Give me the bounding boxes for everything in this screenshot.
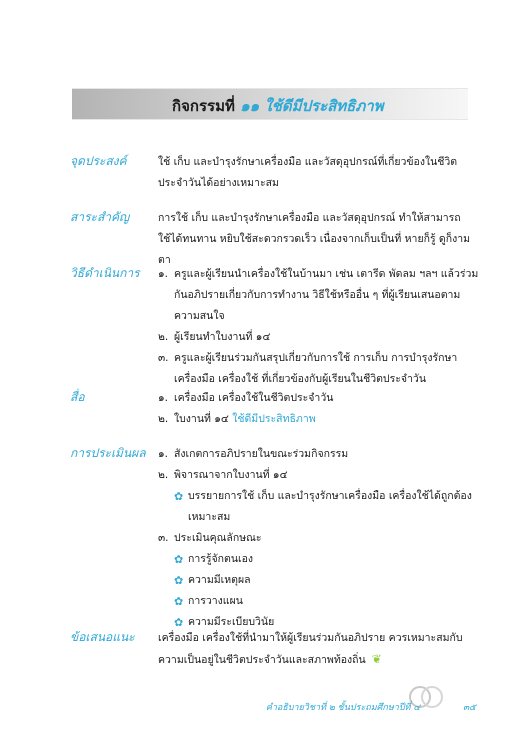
evaluation-item-3-text: ประเมินคุณลักษณะ bbox=[174, 532, 262, 544]
method-item-1 bbox=[158, 264, 480, 327]
evaluation-item-2-bullet-text: บรรยายการใช้ เก็บ และบำรุงรักษาเครื่องมือ เครื่องใช้ได้ถูกต้องเหมาะสม bbox=[188, 490, 472, 523]
method-item-2-text: ผู้เรียนทำใบงานที่ ๑๔ bbox=[174, 331, 271, 343]
evaluation-item-2 bbox=[158, 465, 480, 486]
evaluation-item-2-bullet bbox=[158, 486, 480, 528]
evaluation-item-3 bbox=[158, 528, 480, 549]
trait-text: ความมีระเบียบวินัย bbox=[188, 616, 275, 628]
suggestion-label: ข้อเสนอแนะ bbox=[70, 630, 135, 644]
method-item-2-number: ๒. bbox=[158, 331, 169, 343]
leaf-icon: ❦ bbox=[371, 652, 382, 666]
flower-bullet-icon: ✿ bbox=[174, 490, 184, 503]
worksheet-title: ใช้ดีมีประสิทธิภาพ bbox=[232, 413, 316, 425]
evaluation-item-1 bbox=[158, 444, 480, 465]
method-item-3 bbox=[158, 348, 480, 390]
trait-text: ความมีเหตุผล bbox=[188, 574, 251, 586]
evaluation-item-1-text: สังเกตการอภิปรายในขณะร่วมกิจกรรม bbox=[174, 448, 349, 460]
activity-title bbox=[172, 94, 384, 118]
activity-title-prefix: กิจกรรมที่ bbox=[172, 97, 235, 115]
purpose-label: จุดประสงค์ bbox=[70, 154, 127, 168]
evaluation-item-1-number: ๑. bbox=[158, 448, 169, 460]
activity-title-text: ใช้ดีมีประสิทธิภาพ bbox=[264, 97, 384, 115]
flower-bullet-icon: ✿ bbox=[174, 595, 184, 608]
page-number: ๓๕ bbox=[463, 703, 476, 713]
evaluation-label: การประเมินผล bbox=[70, 446, 146, 460]
method-item-2 bbox=[158, 327, 480, 348]
trait-text: การวางแผน bbox=[188, 595, 243, 607]
trait-text: การรู้จักตนเอง bbox=[188, 553, 254, 565]
media-item-2-number: ๒. bbox=[158, 413, 169, 425]
media-item-1-text: เครื่องมือ เครื่องใช้ในชีวิตประจำวัน bbox=[174, 392, 334, 404]
flower-bullet-icon: ✿ bbox=[174, 616, 184, 629]
method-item-1-text: ครูและผู้เรียนนำเครื่องใช้ในบ้านมา เช่น เตารีด พัดลม ฯลฯ แล้วร่วมกันอภิปรายเกี่ยวกับการทำงาน วิธีใช้หรืออื่น ๆ ที่ผู้เรียนเสนอตามความสนใจ bbox=[174, 268, 479, 322]
suggestion-text: เครื่องมือ เครื่องใช้ที่นำมาให้ผู้เรียนร่วมกันอภิปราย ควรเหมาะสมกับความเป็นอยู่ในชีวิตประจำวันและสภาพท้องถิ่น bbox=[158, 632, 463, 666]
activity-number: ๑๑ bbox=[240, 97, 260, 115]
method-item-3-text: ครูและผู้เรียนร่วมกันสรุปเกี่ยวกับการใช้ การเก็บ การบำรุงรักษา เครื่องมือ เครื่องใช้ ที่เกี่ยวข้องกับผู้เรียนในชีวิตประจำวัน bbox=[174, 352, 458, 385]
trait-bullet bbox=[158, 549, 480, 570]
method-item-1-number: ๑. bbox=[158, 268, 169, 280]
evaluation-item-3-number: ๓. bbox=[158, 532, 169, 544]
method-label: วิธีดำเนินการ bbox=[70, 266, 140, 280]
media-item-2-text: ใบงานที่ ๑๔ bbox=[174, 413, 229, 425]
essence-label: สาระสำคัญ bbox=[70, 210, 130, 224]
evaluation-item-2-text: พิจารณาจากใบงานที่ ๑๔ bbox=[174, 469, 288, 481]
media-item-1 bbox=[158, 388, 480, 409]
purpose-text: ใช้ เก็บ และบำรุงรักษาเครื่องมือ และวัสดุอุปกรณ์ที่เกี่ยวข้องในชีวิตประจำวันได้อย่างเหมาะสม bbox=[158, 156, 458, 189]
trait-bullet bbox=[158, 570, 480, 591]
footer-text: คำอธิบายวิชาที่ ๒ ชั้นประถมศึกษาปีที่ ๔ bbox=[265, 703, 421, 713]
page-footer bbox=[266, 700, 476, 714]
flower-bullet-icon: ✿ bbox=[174, 574, 184, 587]
flower-bullet-icon: ✿ bbox=[174, 553, 184, 566]
method-item-3-number: ๓. bbox=[158, 352, 169, 364]
trait-bullet bbox=[158, 591, 480, 612]
essence-text: การใช้ เก็บ และบำรุงรักษาเครื่องมือ และวัสดุอุปกรณ์ ทำให้สามารถใช้ได้ทนทาน หยิบใช้สะดวกรวดเร็ว เนื่องจากเก็บเป็นที่ หายก็รู้ ดูก็งามตา bbox=[158, 212, 471, 266]
media-item-1-number: ๑. bbox=[158, 392, 169, 404]
media-label: สื่อ bbox=[70, 390, 85, 404]
evaluation-item-2-number: ๒. bbox=[158, 469, 169, 481]
media-item-2 bbox=[158, 409, 480, 430]
